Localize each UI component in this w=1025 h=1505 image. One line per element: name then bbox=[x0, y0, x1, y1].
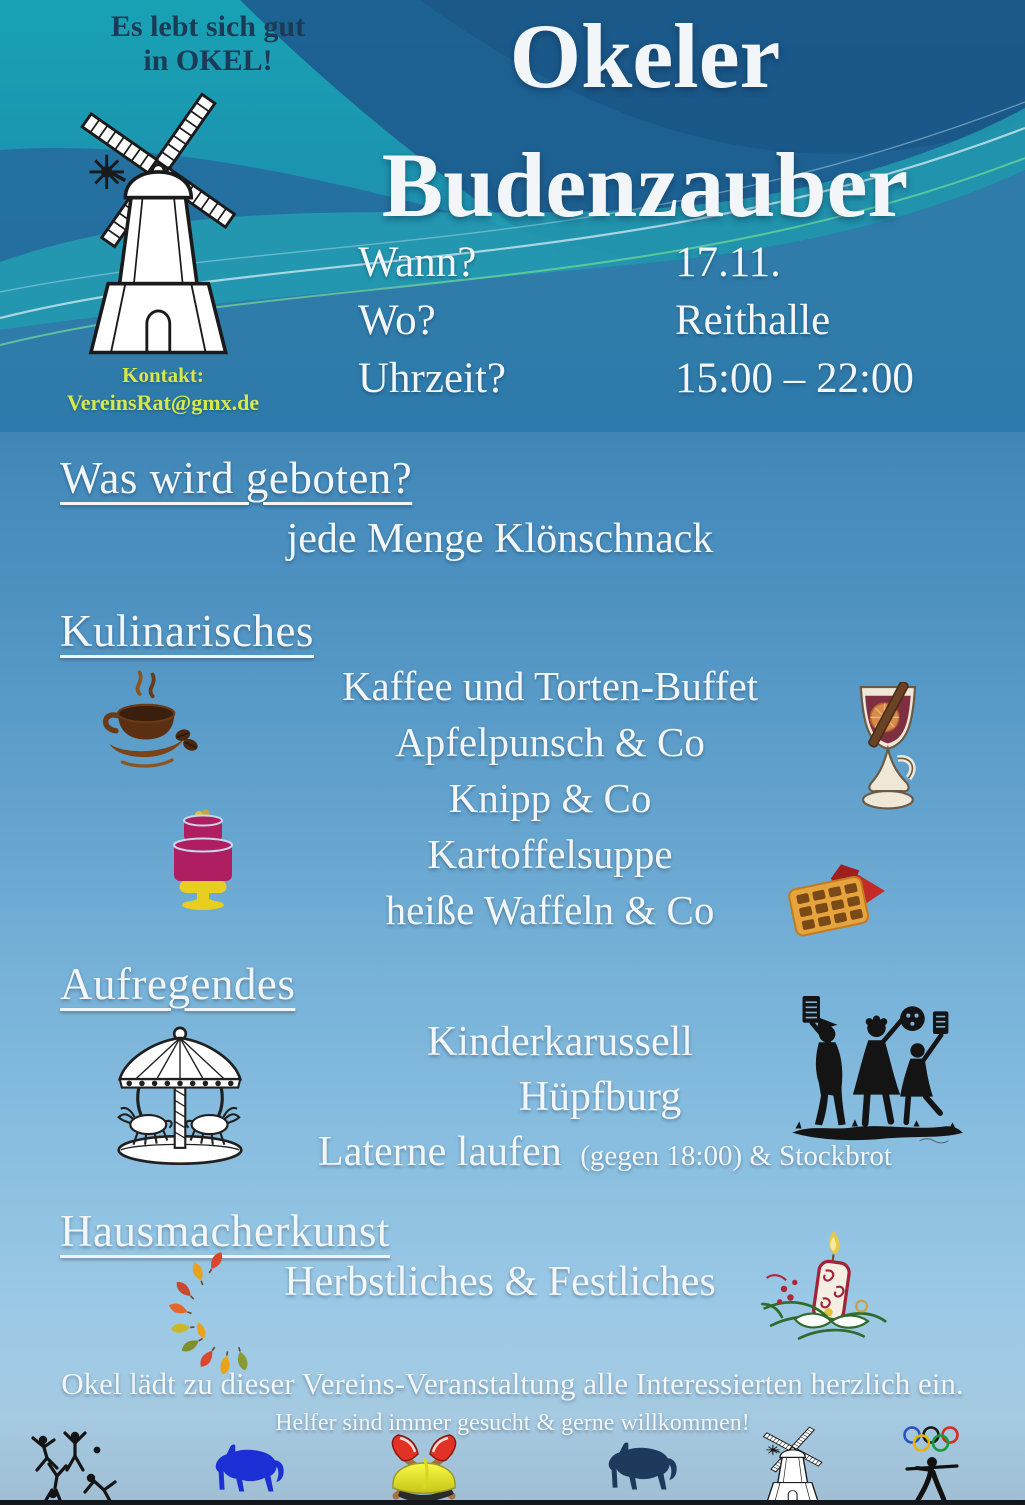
detail-label-wo: Wo? bbox=[358, 297, 436, 345]
detail-label-uhrzeit: Uhrzeit? bbox=[358, 355, 507, 403]
navy-horse-icon bbox=[598, 1440, 686, 1500]
title-line1: Okeler bbox=[509, 5, 781, 107]
offer-subline: jede Menge Klönschnack bbox=[286, 516, 714, 562]
event-details bbox=[358, 240, 914, 401]
contact-email: VereinsRat@gmx.de bbox=[66, 390, 260, 416]
culinary-item: Kaffee und Torten-Buffet bbox=[341, 663, 759, 709]
homemade-heading: Hausmacherkunst bbox=[60, 1206, 390, 1256]
culinary-item: Apfelpunsch & Co bbox=[395, 719, 705, 765]
culinary-item: heiße Waffeln & Co bbox=[385, 887, 715, 933]
homemade-item: Herbstliches & Festliches bbox=[284, 1259, 716, 1305]
layer-cake-icon bbox=[163, 803, 243, 911]
footer-helpers: Helfer sind immer gesucht & gerne willkommen! bbox=[275, 1410, 750, 1436]
coffee-cup-icon bbox=[90, 668, 198, 772]
detail-value-location: Reithalle bbox=[675, 297, 831, 345]
candle-icon bbox=[756, 1226, 896, 1354]
culinary-item: Kartoffelsuppe bbox=[427, 831, 673, 877]
contact-block bbox=[28, 362, 298, 418]
page-title bbox=[300, 0, 990, 250]
acrobats-icon bbox=[28, 1430, 140, 1502]
lantern-children-icon bbox=[790, 995, 965, 1147]
punch-glass-icon bbox=[850, 682, 928, 820]
culinary-item: Knipp & Co bbox=[448, 775, 652, 821]
tagline-line2: in OKEL! bbox=[143, 44, 273, 78]
footer-invite: Okel lädt zu dieser Vereins-Veranstaltung alle Interessierten herzlich ein. bbox=[61, 1366, 964, 1401]
olympic-shooter-icon bbox=[893, 1424, 969, 1504]
detail-value-date: 17.11. bbox=[675, 239, 781, 286]
fire-helmet-icon bbox=[378, 1432, 470, 1504]
blue-horse-icon bbox=[205, 1442, 293, 1502]
bottom-edge-strip bbox=[0, 1500, 1025, 1505]
exciting-item: Hüpfburg bbox=[518, 1074, 682, 1120]
detail-label-wann: Wann? bbox=[358, 239, 477, 286]
exciting-heading: Aufregendes bbox=[60, 959, 296, 1009]
offer-heading: Was wird geboten? bbox=[60, 453, 413, 503]
contact-label: Kontakt: bbox=[122, 363, 204, 387]
tagline-line1: Es lebt sich gut bbox=[110, 10, 306, 43]
windmill-logo-icon bbox=[68, 80, 240, 367]
waffle-icon bbox=[788, 856, 890, 938]
detail-value-time: 15:00 – 22:00 bbox=[675, 355, 914, 403]
lantern-note: (gegen 18:00) & Stockbrot bbox=[580, 1140, 892, 1172]
lantern-main: Laterne laufen bbox=[318, 1129, 562, 1175]
windmill-small-icon bbox=[758, 1423, 824, 1505]
exciting-item: Kinderkarussell bbox=[427, 1019, 693, 1065]
title-line2: Budenzauber bbox=[381, 133, 909, 236]
culinary-heading: Kulinarisches bbox=[60, 606, 314, 656]
